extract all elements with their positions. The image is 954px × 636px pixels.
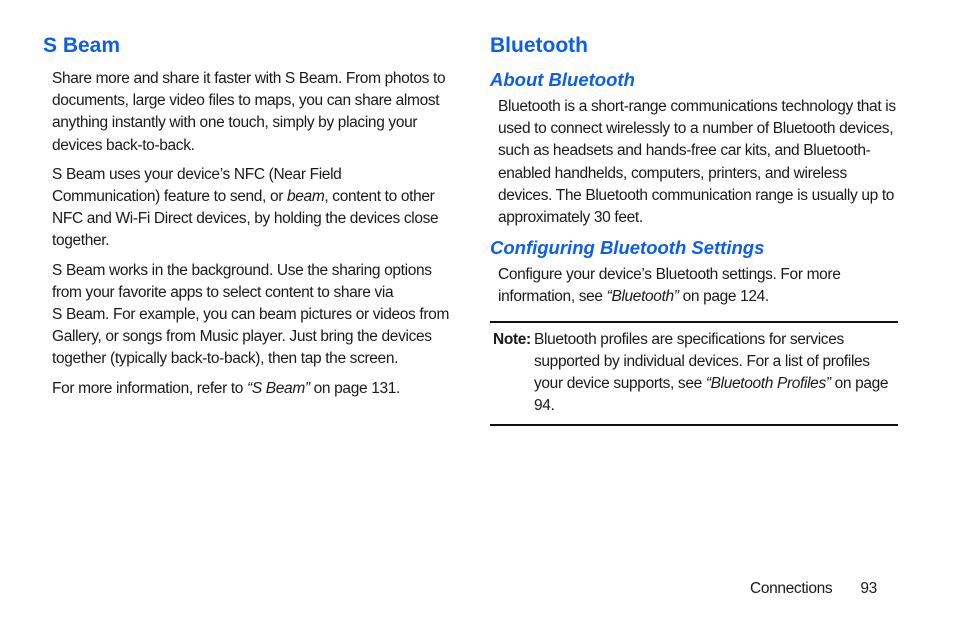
footer-section-name: Connections <box>750 580 833 597</box>
note-text <box>490 329 898 418</box>
configuring-bluetooth-paragraph <box>490 264 898 308</box>
about-bluetooth-paragraph: Bluetooth is a short-range communications technology that is used to connect wirelessly to a number of Bluetooth devices, such as headsets and hands-free car kits, and Bluetooth-enabled handhelds, computers, printers, and wireless devices. The Bluetooth communication range is usually up to approximately 30 feet. <box>498 98 896 227</box>
sbeam-background-paragraph: S Beam works in the background. Use the sharing options from your favorite apps to select content to share via S Beam. For example, you can beam pictures or videos from Gallery, or songs from Music player. Just bring the devices together (typically back-to-back), then tap the screen. <box>52 261 450 368</box>
sbeam-nfc-text-b: , content to other NFC and Wi-Fi Direct devices, by holding the devices close together. <box>52 188 439 250</box>
sbeam-ref-text-a: For more information, refer to <box>52 379 248 397</box>
sbeam-nfc-text-a: S Beam uses your device’s NFC (Near Field Communication) feature to send, or <box>52 165 342 206</box>
note-text-b: on page 94. <box>534 375 889 415</box>
config-text-b: on page 124. <box>678 288 769 306</box>
sbeam-ref-link: “S Beam” <box>247 379 310 397</box>
note-label: Note: <box>493 330 531 348</box>
page-footer <box>750 578 877 600</box>
sbeam-beam-term: beam <box>287 188 325 206</box>
sbeam-ref-text-b: on page 131. <box>309 379 400 397</box>
sbeam-intro-paragraph: Share more and share it faster with S Beam. From photos to documents, large video files to maps, you can share almost anything instantly with one touch, simply by placing your devices back-to-back. <box>52 70 446 154</box>
sbeam-nfc-paragraph <box>43 164 453 253</box>
note-box <box>490 321 898 427</box>
configuring-bluetooth-heading: Configuring Bluetooth Settings <box>490 237 765 259</box>
note-profiles-ref: “Bluetooth Profiles” <box>705 375 831 393</box>
sbeam-column <box>43 32 453 407</box>
bluetooth-column <box>490 32 898 426</box>
note-text-a: Bluetooth profiles are specifications for services supported by individual devices. For a list of profiles your device supports, see <box>534 330 870 393</box>
about-bluetooth-heading: About Bluetooth <box>490 69 635 90</box>
bluetooth-heading: Bluetooth <box>490 34 588 57</box>
config-text-a: Configure your device’s Bluetooth settings. For more information, see <box>498 266 841 306</box>
sbeam-heading: S Beam <box>43 34 121 57</box>
footer-page-number: 93 <box>860 580 877 597</box>
sbeam-reference-paragraph <box>43 378 453 400</box>
config-bluetooth-ref: “Bluetooth” <box>606 288 679 306</box>
